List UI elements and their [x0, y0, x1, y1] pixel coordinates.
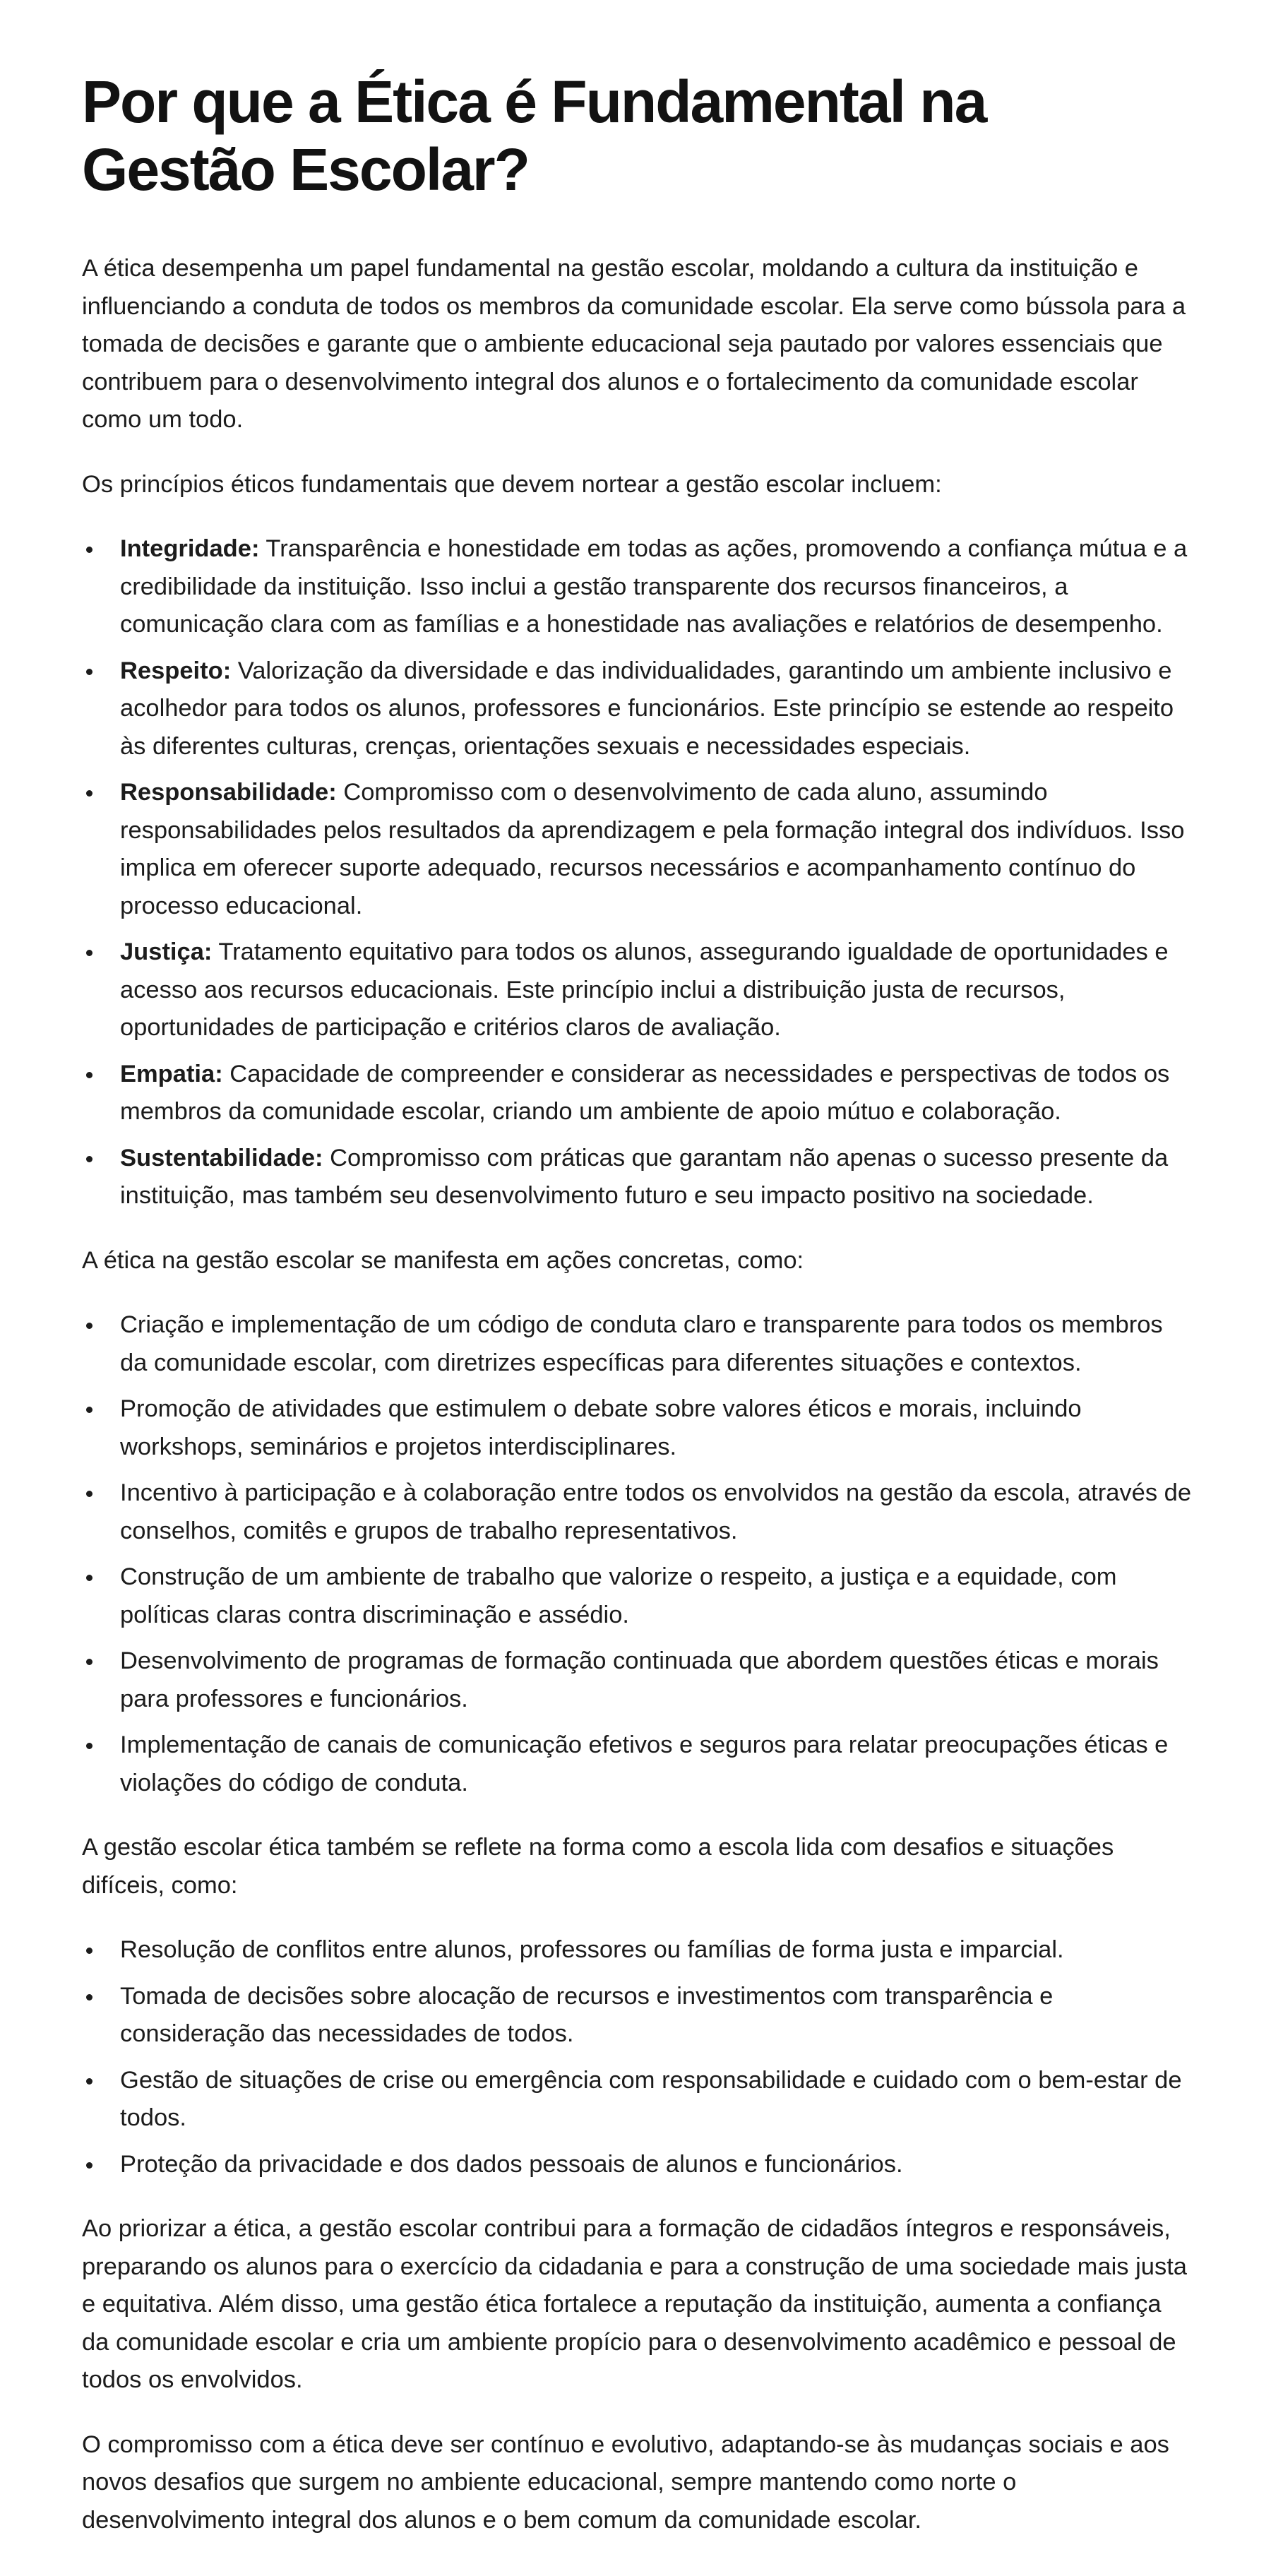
principle-term: Respeito: — [120, 657, 232, 684]
bullet-icon — [86, 1575, 93, 1581]
conclusion-paragraph-1: Ao priorizar a ética, a gestão escolar contribui para a formação de cidadãos íntegros e responsáveis, preparando os alunos para o exercício da cidadania e para a construção de uma sociedade mais justa e equitativa. Além disso, uma gestão ética fortalece a reputação da instituição, aumenta a confiança da comunidade escolar e cria um ambiente propício para o desenvolvimento acadêmico e pessoal de todos os envolvidos. — [82, 2215, 1187, 2393]
list-item — [82, 774, 1193, 925]
conclusion-paragraph-2: O compromisso com a ética deve ser contínuo e evolutivo, adaptando-se às mudanças sociais e aos novos desafios que surgem no ambiente educacional, sempre mantendo como norte o desenvolvimento integral dos alunos e o bem comum da comunidade escolar. — [82, 2431, 1169, 2534]
principle-text: Tratamento equitativo para todos os alunos, assegurando igualdade de oportunidades e acesso aos recursos educacionais. Este princípio inclui a distribuição justa de recursos, oportunidades de participação e critérios claros de avaliação. — [120, 938, 1169, 1041]
list-item — [82, 1558, 1193, 1634]
list-item — [82, 652, 1193, 766]
action-text: Incentivo à participação e à colaboração entre todos os envolvidos na gestão da escola, através de conselhos, comitês e grupos de trabalho representativos. — [120, 1479, 1192, 1544]
list-item — [82, 1474, 1193, 1550]
list-item — [82, 1727, 1193, 1802]
page-title: Por que a Ética é Fundamental na Gestão Escolar? — [82, 68, 986, 203]
bullet-icon — [86, 950, 93, 956]
bullet-icon — [86, 1659, 93, 1665]
bullet-icon — [86, 1491, 93, 1497]
principle-text: Compromisso com práticas que garantam não apenas o sucesso presente da instituição, mas também seu desenvolvimento futuro e seu impacto positivo na sociedade. — [120, 1144, 1169, 1209]
principle-term: Justiça: — [120, 938, 213, 965]
list-item — [82, 1931, 1193, 1969]
list-item — [82, 2062, 1193, 2137]
challenge-text: Gestão de situações de crise ou emergência com responsabilidade e cuidado com o bem-estar de todos. — [120, 2066, 1182, 2131]
action-text: Criação e implementação de um código de conduta claro e transparente para todos os membros da comunidade escolar, com diretrizes específicas para diferentes situações e contextos. — [120, 1311, 1163, 1376]
challenges-list — [82, 1931, 1193, 2183]
principle-text: Transparência e honestidade em todas as ações, promovendo a confiança mútua e a credibilidade da instituição. Isso inclui a gestão transparente dos recursos financeiros, a comunicação clara com as famílias e a honestidade nas avaliações e relatórios de desempenho. — [120, 535, 1188, 638]
bullet-icon — [86, 1407, 93, 1413]
principles-list — [82, 530, 1193, 1215]
bullet-icon — [86, 2162, 93, 2169]
bullet-icon — [86, 669, 93, 675]
list-item — [82, 1390, 1193, 1466]
actions-list — [82, 1306, 1193, 1802]
principle-term: Integridade: — [120, 535, 260, 562]
action-text: Construção de um ambiente de trabalho que valorize o respeito, a justiça e a equidade, com políticas claras contra discriminação e assédio. — [120, 1563, 1117, 1628]
principle-term: Empatia: — [120, 1060, 223, 1087]
bullet-icon — [86, 1323, 93, 1329]
intro-paragraph: A ética desempenha um papel fundamental na gestão escolar, moldando a cultura da instituição e influenciando a conduta de todos os membros da comunidade escolar. Ela serve como bússola para a tomada de decisões e garante que o ambiente educacional seja pautado por valores essenciais que contribuem para o desenvolvimento integral dos alunos e o fortalecimento da comunidade escolar como um todo. — [82, 255, 1186, 433]
actions-intro: A ética na gestão escolar se manifesta em ações concretas, como: — [82, 1246, 804, 1274]
principles-intro: Os princípios éticos fundamentais que devem nortear a gestão escolar incluem: — [82, 470, 942, 498]
principle-text: Capacidade de compreender e considerar as necessidades e perspectivas de todos os membros da comunidade escolar, criando um ambiente de apoio mútuo e colaboração. — [120, 1060, 1170, 1125]
action-text: Implementação de canais de comunicação efetivos e seguros para relatar preocupações éticas e violações do código de conduta. — [120, 1731, 1169, 1796]
principle-term: Sustentabilidade: — [120, 1144, 323, 1171]
bullet-icon — [86, 790, 93, 797]
list-item — [82, 1978, 1193, 2053]
action-text: Desenvolvimento de programas de formação continuada que abordem questões éticas e morais para professores e funcionários. — [120, 1647, 1159, 1712]
bullet-icon — [86, 1994, 93, 2000]
list-item — [82, 530, 1193, 644]
list-item — [82, 1642, 1193, 1718]
bullet-icon — [86, 547, 93, 553]
challenge-text: Resolução de conflitos entre alunos, professores ou famílias de forma justa e imparcial. — [120, 1936, 1064, 1963]
challenge-text: Tomada de decisões sobre alocação de recursos e investimentos com transparência e consideração das necessidades de todos. — [120, 1982, 1054, 2047]
challenge-text: Proteção da privacidade e dos dados pessoais de alunos e funcionários. — [120, 2150, 903, 2178]
bullet-icon — [86, 1743, 93, 1749]
bullet-icon — [86, 2078, 93, 2085]
principle-term: Responsabilidade: — [120, 779, 337, 806]
challenges-intro: A gestão escolar ética também se reflete na forma como a escola lida com desafios e situações difíceis, como: — [82, 1834, 1114, 1899]
bullet-icon — [86, 1156, 93, 1162]
principle-text: Compromisso com o desenvolvimento de cada aluno, assumindo responsabilidades pelos resultados da aprendizagem e pela formação integral dos indivíduos. Isso implica em oferecer suporte adequado, recursos necessários e acompanhamento contínuo do processo educacional. — [120, 779, 1185, 919]
bullet-icon — [86, 1948, 93, 1954]
action-text: Promoção de atividades que estimulem o debate sobre valores éticos e morais, incluindo workshops, seminários e projetos interdisciplinares. — [120, 1395, 1082, 1460]
bullet-icon — [86, 1072, 93, 1078]
list-item — [82, 934, 1193, 1047]
list-item — [82, 1056, 1193, 1131]
list-item — [82, 1306, 1193, 1382]
principle-text: Valorização da diversidade e das individualidades, garantindo um ambiente inclusivo e acolhedor para todos os alunos, professores e funcionários. Este princípio se estende ao respeito às diferentes culturas, crenças, orientações sexuais e necessidades especiais. — [120, 657, 1174, 760]
list-item — [82, 2146, 1193, 2184]
list-item — [82, 1140, 1193, 1215]
